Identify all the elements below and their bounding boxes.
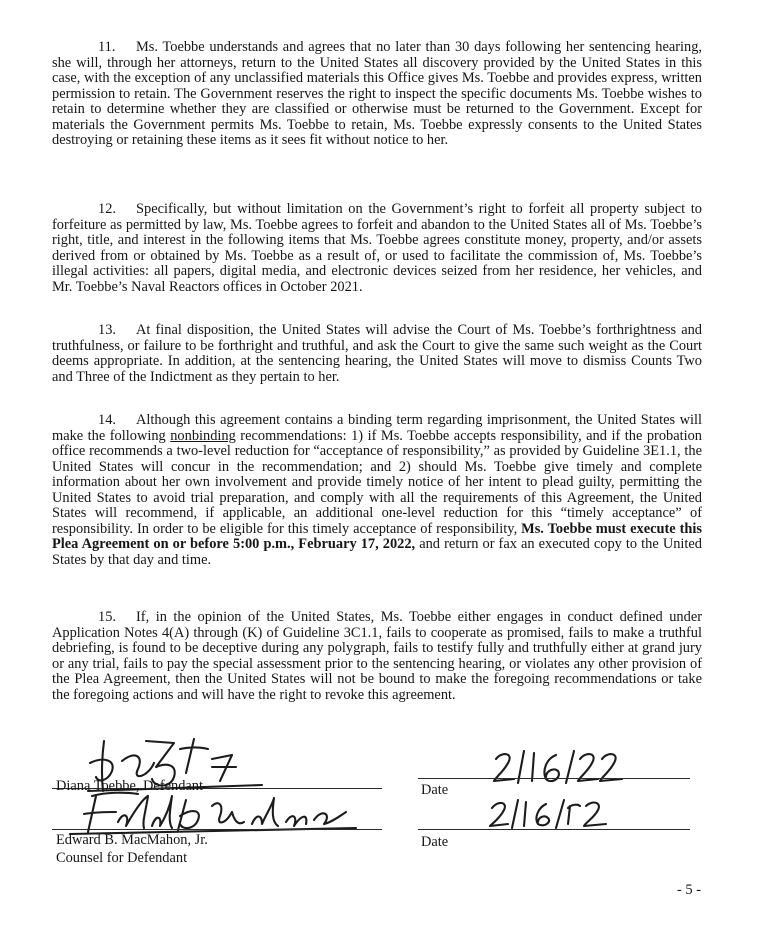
paragraph-14 [52,413,702,568]
paragraph-number: 14. [98,412,116,428]
paragraph-number: 12. [98,201,116,217]
page-number: - 5 - [677,882,701,898]
paragraph-number: 11. [98,39,116,55]
paragraph-text: Although this agreement contains a binding term regarding imprisonment, the United States will make the following [52,412,702,444]
handwritten-date-1 [490,747,630,787]
paragraph-text-continued: recommendations: 1) if Ms. Toebbe accepts responsibility, and if the probation office recommends a two-level reduction for “acceptance of responsibility,” as provided by Guideline 3E1.1, the United States will concur in the recommendation; and 2) should Ms. Toebbe give timely and complete information about her own involvement and provide timely notice of her intent to plead guilty, permitting the United States to avoid trial preparation, and comply with all the requirements of this Agreement, the United States will recommend, if applicable, an additional one-level reduction for this “timely acceptance” of responsibility. In order to be eligible for this timely acceptance of responsibility, [52,427,702,537]
paragraph-number: 15. [98,609,116,625]
paragraph-text: At final disposition, the United States will advise the Court of Ms. Toebbe’s forthrightness and truthfulness, or failure to be forthright and truthful, and ask the Court to give the same such weight as the Court deems appropriate. In addition, at the sentencing hearing, the United States will move to dismiss Counts Two and Three of the Indictment as they pertain to her. [52,322,702,385]
counsel-title: Counsel for Defendant [56,850,188,866]
paragraph-number: 13. [98,322,116,338]
underlined-term: nonbinding [170,427,236,444]
plea-deadline: Ms. Toebbe must execute this Plea Agreement on or before 5:00 p.m., February 17, 2022, [52,520,703,553]
counsel-signature-line [52,829,382,830]
handwritten-date-2 [486,796,626,832]
defendant-label: Diana Toebbe, Defendant [56,778,203,794]
date-label-2: Date [421,834,449,850]
date-label-1: Date [421,782,449,798]
paragraph-text-end: and return or fax an executed copy to the United States by that day and time. [52,536,702,568]
date-line-1 [418,778,690,779]
paragraph-13 [52,323,702,385]
paragraph-11 [52,40,702,149]
paragraph-text: Ms. Toebbe understands and agrees that no later than 30 days following her sentencing hearing, she will, through her attorneys, return to the United States all discovery provided by the United States in this case, with the exception of any unclassified materials this Office gives Ms. Toebbe and provides express, written permission to retain. The Government reserves the right to inspect the specific documents Ms. Toebbe wishes to retain to determine whether they are classified or otherwise must be returned to the Government. Except for materials the Government permits Ms. Toebbe to retain, Ms. Toebbe expressly consents to the United States destroying or retaining these items as it sees fit without notice to her. [52,39,702,149]
date-line-2 [418,829,690,830]
paragraph-12 [52,202,702,295]
paragraph-15 [52,610,702,703]
paragraph-text: If, in the opinion of the United States, Ms. Toebbe either engages in conduct defined under Application Notes 4(A) through (K) of Guideline 3C1.1, fails to cooperate as promised, fails to make a truthful debriefing, is found to be deceptive during any polygraph, fails to testify fully and truthfully either at grand jury or any trial, fails to pay the special assessment prior to the sentencing hearing, or violates any other provision of the Plea Agreement, then the United States will not be bound to make the foregoing recommendations or take the foregoing actions and will have the right to revoke this agreement. [52,609,702,703]
counsel-name: Edward B. MacMahon, Jr. [56,832,208,848]
paragraph-text: Specifically, but without limitation on the Government’s right to forfeit all property subject to forfeiture as permitted by law, Ms. Toebbe agrees to forfeit and abandon to the United States all of Ms. Toebbe’s right, title, and interest in the following items that Ms. Toebbe agrees constitute money, property, and/or assets derived from or obtained by Ms. Toebbe as a result of, or used to facilitate the commission of, Ms. Toebbe’s illegal activities: all papers, digital media, and electronic devices seized from her residence, her vehicles, and Mr. Toebbe’s Naval Reactors offices in October 2021. [52,201,702,295]
